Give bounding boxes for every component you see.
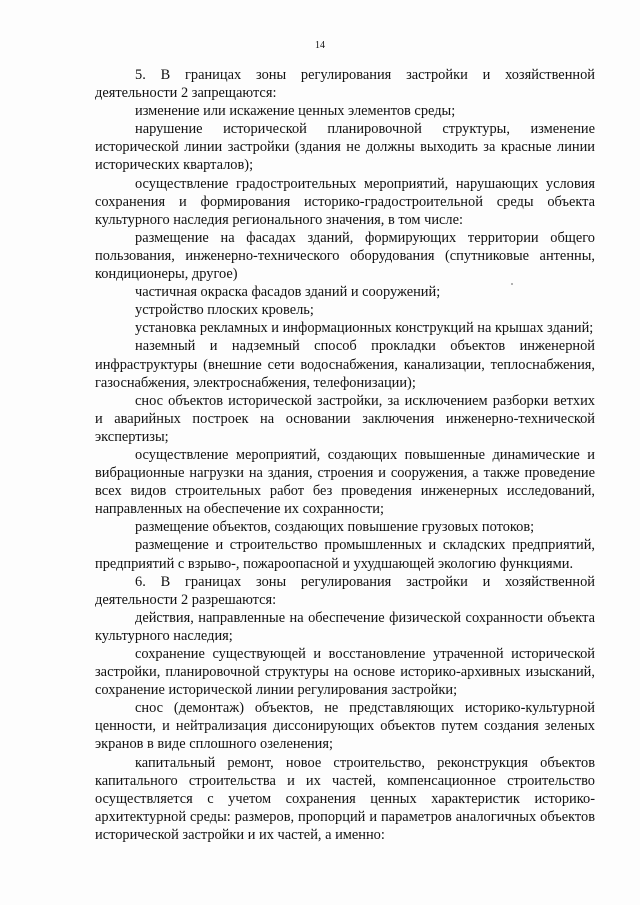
scan-speck [511,283,513,285]
paragraph-item: частичная окраска фасадов зданий и сооружений; [135,284,441,301]
paragraph-item: нарушение исторической планировочной структуры, изменение исторической линии застройки (здания не должны выходить за красные линии исторических кварталов); [95,121,595,174]
paragraph-item: установка рекламных и информационных конструкций на крышах зданий; [135,320,594,337]
paragraph-item: действия, направленные на обеспечение физической сохранности объекта культурного наследия; [95,609,595,644]
paragraph-item: размещение и строительство промышленных и складских предприятий, предприятий с взрыво-, пожароопасной и ухудшающей экологию функциями. [95,537,595,572]
paragraph-item: наземный и надземный способ прокладки объектов инженерной инфраструктуры (внешние сети водоснабжения, канализации, теплоснабжения, газоснабжения, электроснабжения, телефонизации); [95,338,595,391]
page-number: 14 [315,40,325,51]
paragraph-item: устройство плоских кровель; [135,302,314,319]
paragraph-5-heading: 5. В границах зоны регулирования застройки и хозяйственной деятельности 2 запрещаются: [95,67,595,102]
paragraph-item: изменение или искажение ценных элементов среды; [135,103,456,120]
paragraph-item: размещение на фасадах зданий, формирующих территории общего пользования, инженерно-технического оборудования (спутниковые антенны, кондиционеры, другое) [95,229,595,283]
paragraph-item: размещение объектов, создающих повышение грузовых потоков; [135,519,535,536]
paragraph-item: сохранение существующей и восстановление утраченной исторической застройки, планировочной структуры на основе историко-архивных изысканий, сохранение исторической линии регулирования застройки; [95,646,595,699]
paragraph-item: осуществление градостроительных мероприятий, нарушающих условия сохранения и формирования историко-градостроительной среды объекта культурного наследия регионального значения, в том числе: [95,175,595,228]
paragraph-item: осуществление мероприятий, создающих повышенные динамические и вибрационные нагрузки на здания, строения и сооружения, а также проведение всех видов строительных работ без проведения инженерных исследований, направленных на обеспечение их сохранности; [95,446,595,518]
paragraph-6-heading: 6. В границах зоны регулирования застройки и хозяйственной деятельности 2 разрешаются: [95,573,595,608]
paragraph-item: капитальный ремонт, новое строительство, реконструкция объектов капитального строительства и их частей, компенсационное строительство осуществляется с учетом сохранения ценных характеристик историко-архитектурной среды: размеров, пропорций и параметров аналогичных объектов исторической застройки и их частей, а именно: [95,754,595,843]
paragraph-item: снос объектов исторической застройки, за исключением разборки ветхих и аварийных построек на основании заключения инженерно-технической экспертизы; [95,392,595,445]
paragraph-item: снос (демонтаж) объектов, не представляющих историко-культурной ценности, и нейтрализация диссонирующих объектов путем создания зеленых экранов в виде сплошного озеленения; [95,700,595,753]
document-body [95,66,595,844]
